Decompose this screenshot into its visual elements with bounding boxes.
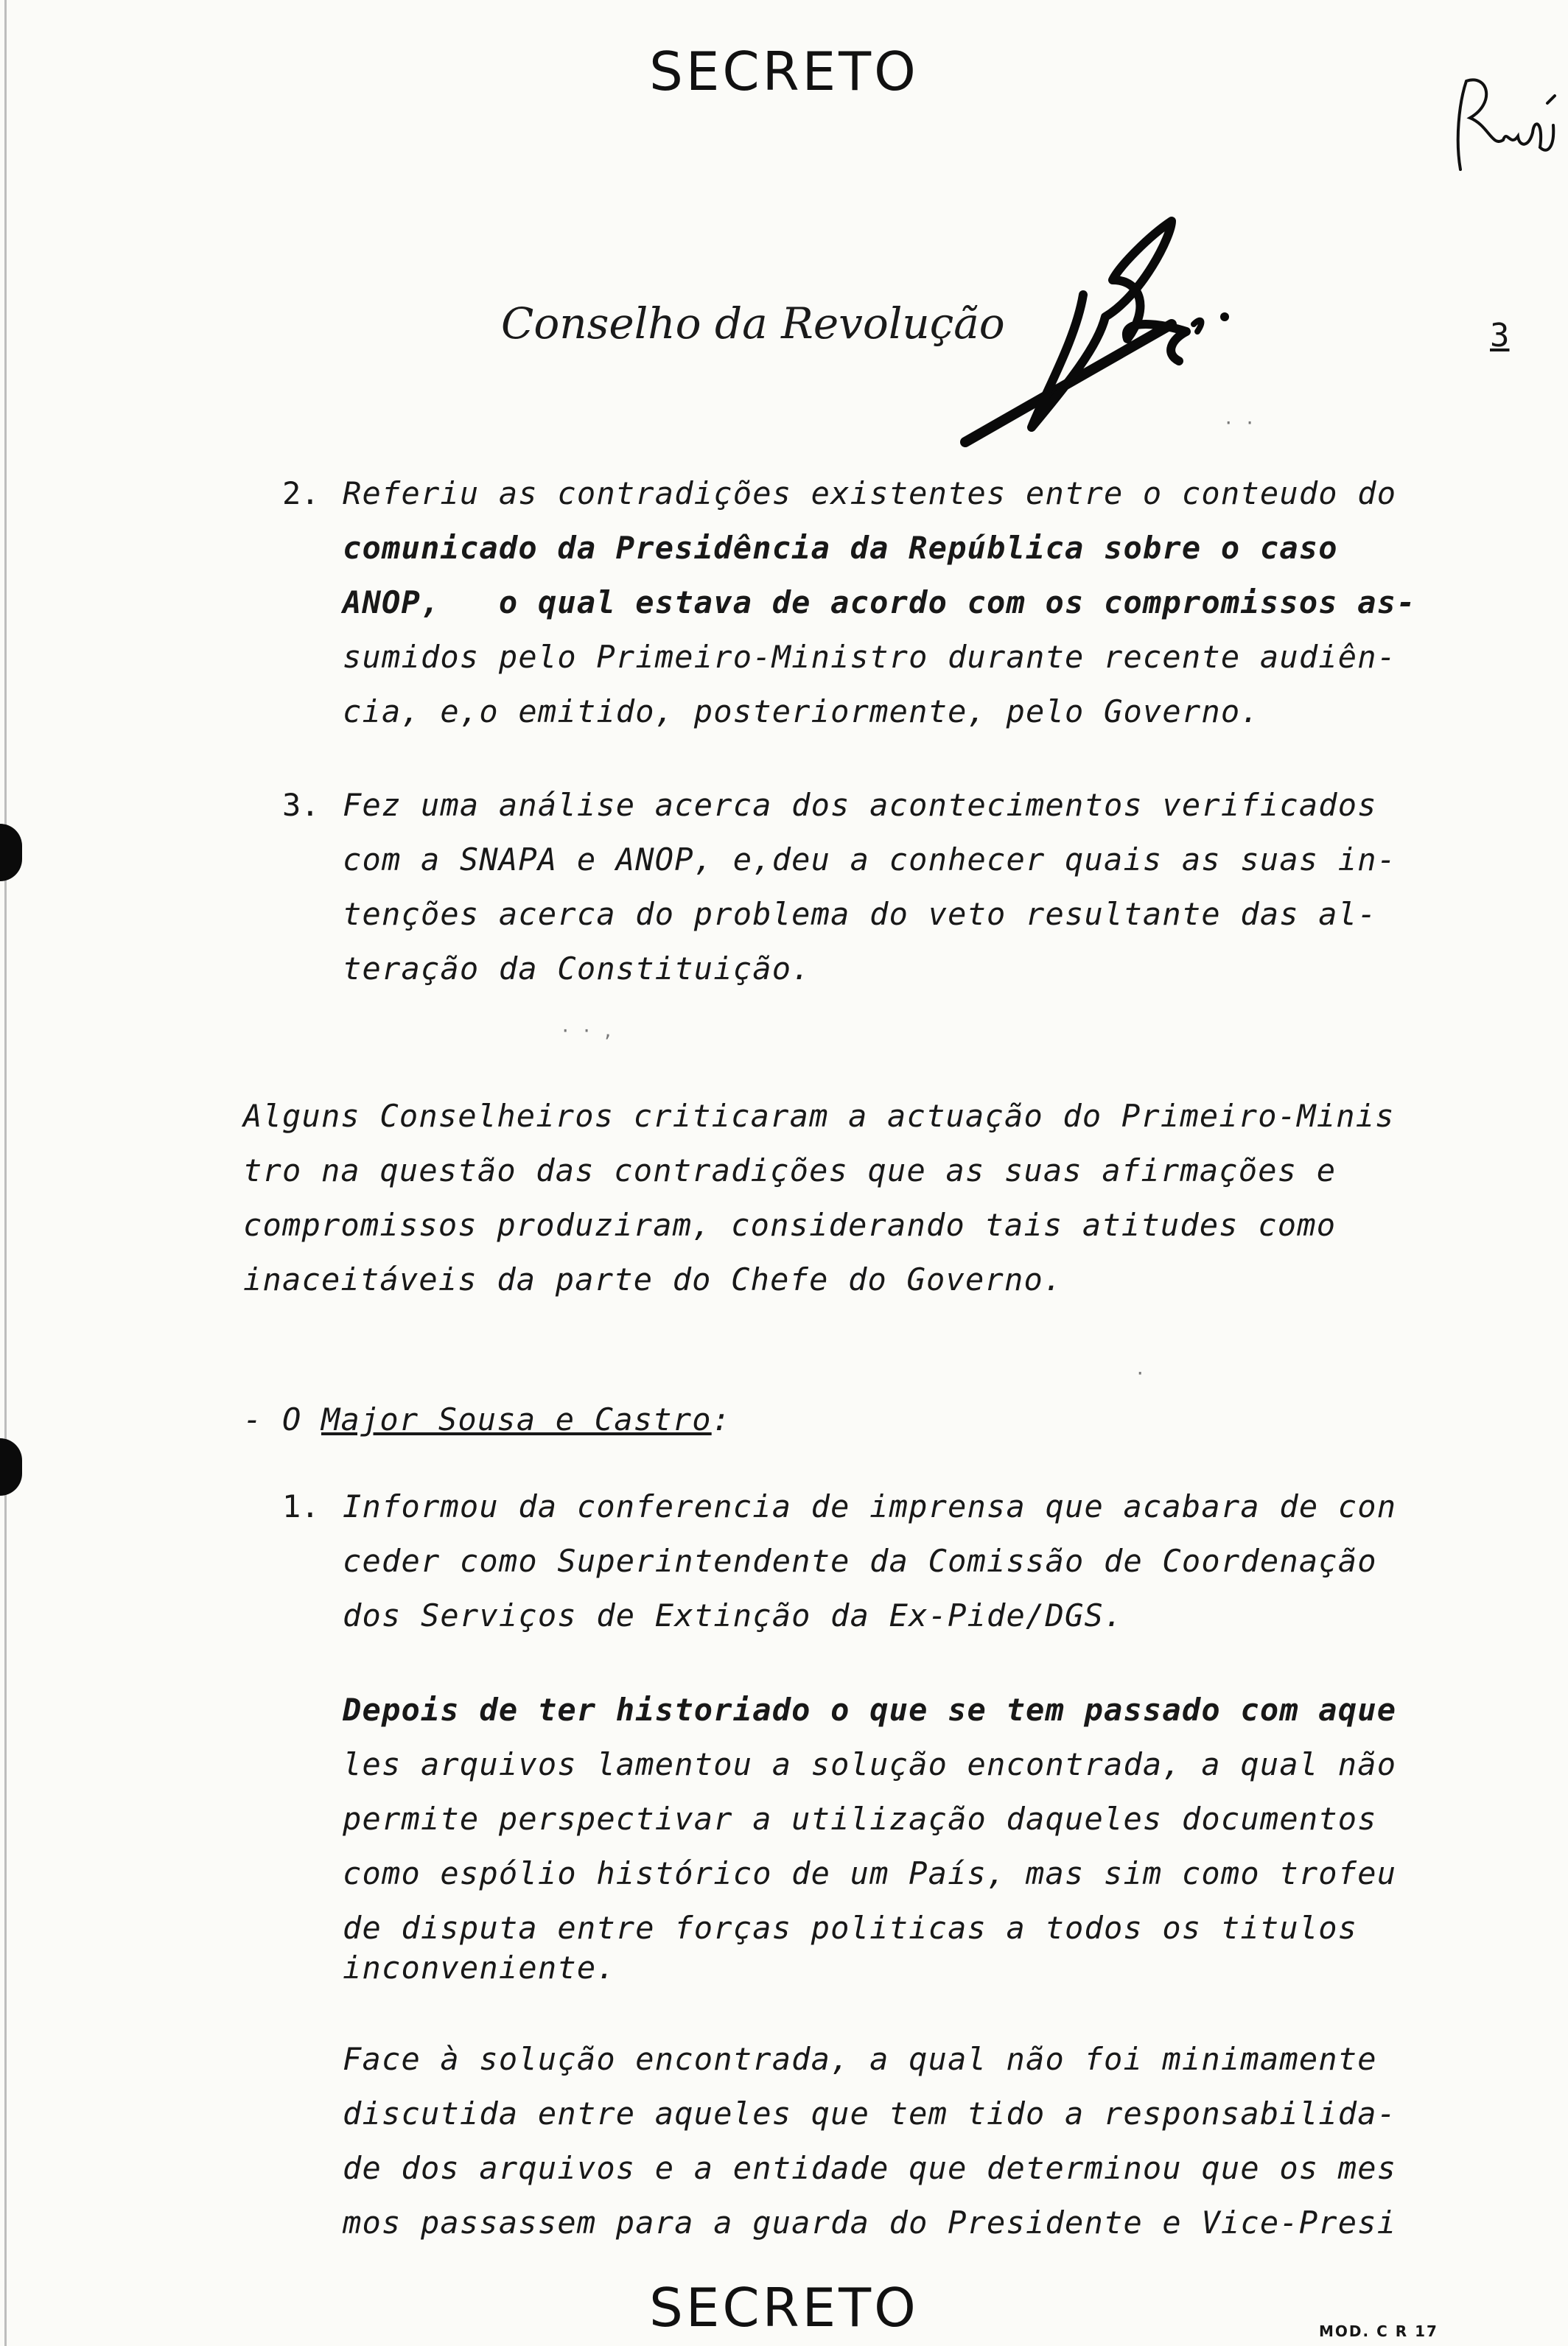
form-code: MOD. C R 17 [1319,2322,1438,2340]
item-number: 1. [282,1488,320,1524]
text-line: tenções acerca do problema do veto resultante das al- [343,896,1377,932]
text-line: como espólio histórico de um País, mas sim como trofeu [343,1855,1397,1891]
text-line: Fez uma análise acerca dos acontecimentos verificados [343,787,1377,823]
text-line: permite perspectivar a utilização daqueles documentos [343,1801,1377,1837]
speck: · [1135,1363,1146,1384]
section-prefix: - O [243,1401,302,1438]
text-line: inaceitáveis da parte do Chefe do Governo. [243,1261,1063,1298]
handwritten-signature [951,206,1260,457]
punch-hole-top [0,824,22,881]
section-colon: : [711,1401,732,1438]
text-line: teração da Constituição. [343,950,811,987]
text-line: com a SNAPA e ANOP, e,deu a conhecer quais as suas in- [343,841,1397,878]
margin-line [4,0,7,2346]
item-number: 3. [282,787,320,823]
text-line: Informou da conferencia de imprensa que acabara de con [343,1488,1397,1524]
text-line: discutida entre aqueles que tem tido a responsabilida- [343,2095,1397,2132]
text-line: inconveniente. [343,1950,616,1986]
text-line: sumidos pelo Primeiro-Ministro durante recente audiên- [343,639,1397,675]
punch-hole-bottom [0,1438,22,1496]
letterhead: Conselho da Revolução [501,298,1005,349]
text-line: de disputa entre forças politicas a todos os titulos [343,1910,1358,1946]
text-line: Face à solução encontrada, a qual não foi minimamente [343,2041,1377,2077]
text-line: dos Serviços de Extinção da Ex-Pide/DGS. [343,1597,1124,1634]
text-line: comunicado da Presidência da República sobre o caso [343,530,1338,566]
classification-header: SECRETO [649,41,919,102]
text-line: Depois de ter historiado o que se tem passado com aque [343,1692,1397,1728]
page-number: 3 [1490,317,1510,354]
text-line: cia, e,o emitido, posteriormente, pelo Governo. [343,693,1260,729]
section-heading [243,1401,731,1438]
item-number: 2. [282,475,320,511]
text-line: de dos arquivos e a entidade que determinou que os mes [343,2150,1397,2186]
text-line: compromissos produziram, considerando tais atitudes como [243,1207,1337,1243]
speck: · · , [560,1020,614,1041]
text-line: Alguns Conselheiros criticaram a actuação do Primeiro-Minis [243,1098,1395,1134]
initials-signature [1437,59,1562,184]
text-line: Referiu as contradições existentes entre o conteudo do [343,475,1397,511]
text-line: les arquivos lamentou a solução encontrada, a qual não [343,1746,1397,1782]
speck: · · [1223,413,1256,433]
text-line: mos passassem para a guarda do Presidente e Vice-Presi [343,2205,1397,2241]
classification-footer: SECRETO [649,2277,919,2339]
speaker-name: Major Sousa e Castro [321,1401,712,1438]
text-line: ANOP, o qual estava de acordo com os compromissos as- [343,584,1416,620]
text-line: ceder como Superintendente da Comissão de Coordenação [343,1543,1377,1579]
text-line: tro na questão das contradições que as suas afirmações e [243,1152,1337,1188]
